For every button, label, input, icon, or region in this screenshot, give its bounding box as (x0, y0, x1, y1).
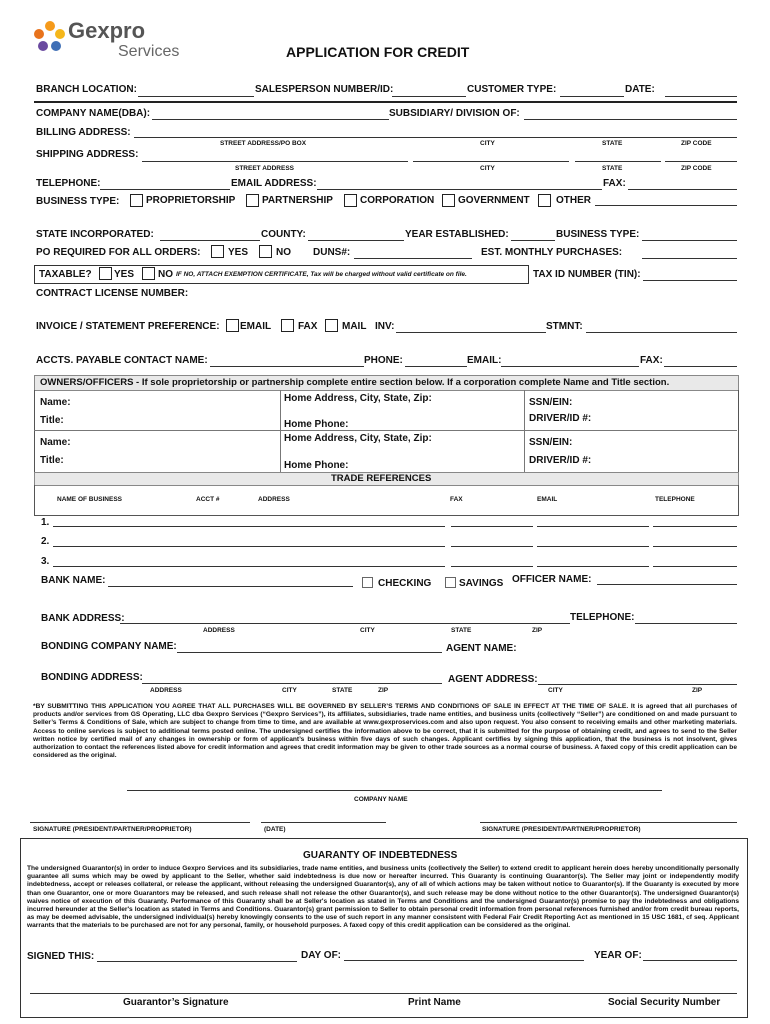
owner2-phone-label: Home Phone: (284, 460, 349, 471)
duns-field[interactable] (354, 258, 472, 259)
divider (34, 101, 737, 103)
guarantor-signature-label: Guarantor’s Signature (123, 997, 229, 1008)
shipping-state-sub: STATE (602, 165, 623, 172)
duns-label: DUNS#: (313, 247, 351, 258)
officer-name-field[interactable] (597, 584, 737, 585)
ap-contact-label: ACCTS. PAYABLE CONTACT NAME: (36, 355, 208, 366)
invoice-fax-label: FAX (298, 321, 318, 332)
bank-name-field[interactable] (108, 586, 353, 587)
business-type-label: BUSINESS TYPE: (36, 196, 120, 207)
date-label: DATE: (625, 84, 655, 95)
stmnt-label: STMNT: (546, 321, 583, 332)
year-of-label: YEAR OF: (594, 950, 642, 961)
savings-label: SAVINGS (459, 578, 504, 589)
print-name-label: Print Name (408, 997, 461, 1008)
date-sign-field[interactable] (261, 822, 386, 823)
signature-2-field[interactable] (480, 822, 737, 823)
bank-telephone-label: TELEPHONE: (570, 612, 635, 623)
state-business-type-label: BUSINESS TYPE: (556, 229, 640, 240)
tin-label: TAX ID NUMBER (TIN): (533, 269, 641, 280)
corporation-checkbox[interactable] (344, 194, 357, 207)
trade-row-2-field[interactable] (53, 546, 445, 547)
owner2-address-label: Home Address, City, State, Zip: (284, 433, 432, 444)
col-address: ADDRESS (258, 496, 290, 503)
shipping-label: SHIPPING ADDRESS: (36, 149, 139, 160)
owner1-driver-label: DRIVER/ID #: (529, 413, 592, 424)
agent-name-label: AGENT NAME: (446, 643, 517, 654)
bonding-state-sub: STATE (332, 687, 353, 694)
taxable-yes-checkbox[interactable] (99, 267, 112, 280)
owners-row-divider (34, 430, 737, 431)
tin-field[interactable] (643, 280, 737, 281)
ssn-label: Social Security Number (608, 997, 721, 1008)
bank-address-label: BANK ADDRESS: (41, 613, 125, 624)
monthly-purchases-label: EST. MONTHLY PURCHASES: (481, 247, 623, 258)
taxable-note: IF NO, ATTACH EXEMPTION CERTIFICATE, Tax will be charged without valid certificate on file. (176, 271, 467, 278)
day-of-field[interactable] (344, 960, 584, 961)
billing-label: BILLING ADDRESS: (36, 127, 131, 138)
trade-row-2-num: 2. (41, 536, 50, 547)
billing-state-sub: STATE (602, 140, 623, 147)
ap-email-field[interactable] (501, 366, 639, 367)
shipping-zip-sub: ZIP CODE (681, 165, 712, 172)
guarantor-sign-line[interactable] (30, 993, 737, 994)
po-no-checkbox[interactable] (259, 245, 272, 258)
county-field[interactable] (308, 240, 404, 241)
company-name-sub: COMPANY NAME (354, 796, 408, 803)
invoice-fax-checkbox[interactable] (281, 319, 294, 332)
county-label: COUNTY: (261, 229, 306, 240)
taxable-yes-label: YES (114, 269, 135, 280)
company-field[interactable] (152, 119, 389, 120)
bank-address-field[interactable] (120, 623, 570, 624)
bank-addr-sub: ADDRESS (203, 627, 235, 634)
shipping-state-field[interactable] (575, 161, 661, 162)
owners-header-text: OWNERS/OFFICERS - If sole proprietorship or partnership complete entire section below. If a corporation complete Name and Title section. (40, 377, 670, 388)
shipping-city-sub: CITY (480, 165, 495, 172)
taxable-no-checkbox[interactable] (142, 267, 155, 280)
state-incorporated-label: STATE INCORPORATED: (36, 229, 154, 240)
owner2-title-label: Title: (40, 455, 64, 466)
po-required-label: PO REQUIRED FOR ALL ORDERS: (36, 247, 201, 258)
invoice-email-label: EMAIL (240, 321, 272, 332)
owner1-ssn-label: SSN/EIN: (529, 397, 573, 408)
government-label: GOVERNMENT (458, 195, 530, 206)
company-label: COMPANY NAME(DBA): (36, 108, 151, 119)
partnership-checkbox[interactable] (246, 194, 259, 207)
trade-row-3-num: 3. (41, 556, 50, 567)
invoice-mail-label: MAIL (342, 321, 367, 332)
logo-sub: Services (118, 43, 180, 60)
trade-row-3-email[interactable] (537, 566, 649, 567)
email-label: EMAIL ADDRESS: (231, 178, 317, 189)
bonding-company-field[interactable] (177, 652, 442, 653)
officer-name-label: OFFICER NAME: (512, 574, 592, 585)
bonding-address-field[interactable] (142, 683, 442, 684)
owner1-address-label: Home Address, City, State, Zip: (284, 393, 432, 404)
signed-this-label: SIGNED THIS: (27, 951, 95, 962)
billing-field[interactable] (134, 137, 737, 138)
other-label: OTHER (556, 195, 591, 206)
owner2-ssn-label: SSN/EIN: (529, 437, 573, 448)
ap-email-label: EMAIL: (467, 355, 502, 366)
bank-city-sub: CITY (360, 627, 375, 634)
agent-address-label: AGENT ADDRESS: (448, 674, 538, 685)
trade-row-2-tel[interactable] (653, 546, 737, 547)
state-incorporated-field[interactable] (160, 240, 260, 241)
ap-fax-field[interactable] (664, 366, 737, 367)
trade-row-3-tel[interactable] (653, 566, 737, 567)
telephone-label: TELEPHONE: (36, 178, 101, 189)
year-established-label: YEAR ESTABLISHED: (405, 229, 509, 240)
corporation-label: CORPORATION (360, 195, 435, 206)
proprietorship-label: PROPRIETORSHIP (146, 195, 236, 206)
fax-field[interactable] (628, 189, 737, 190)
bank-state-sub: STATE (451, 627, 472, 634)
telephone-field[interactable] (100, 189, 230, 190)
stmnt-field[interactable] (586, 332, 737, 333)
email-field[interactable] (317, 189, 602, 190)
trade-row-3-fax[interactable] (451, 566, 533, 567)
day-of-label: DAY OF: (301, 950, 342, 961)
signature-1-sub: SIGNATURE (PRESIDENT/PARTNER/PROPRIETOR) (33, 826, 192, 833)
other-checkbox[interactable] (538, 194, 551, 207)
col-name-business: NAME OF BUSINESS (57, 496, 123, 503)
trade-row-3-field[interactable] (53, 566, 445, 567)
bank-telephone-field[interactable] (635, 623, 737, 624)
agent-zip-sub: ZIP (692, 687, 703, 694)
customer-type-label: CUSTOMER TYPE: (467, 84, 557, 95)
trade-header-text: TRADE REFERENCES (331, 473, 432, 484)
owner1-phone-label: Home Phone: (284, 419, 349, 430)
signature-1-field[interactable] (30, 822, 250, 823)
bank-name-label: BANK NAME: (41, 575, 106, 586)
bank-zip-sub: ZIP (532, 627, 543, 634)
trade-row-2-email[interactable] (537, 546, 649, 547)
trade-row-1-email[interactable] (537, 526, 649, 527)
salesperson-label: SALESPERSON NUMBER/ID: (255, 84, 394, 95)
year-of-field[interactable] (643, 960, 737, 961)
trade-row-2-fax[interactable] (451, 546, 533, 547)
subsidiary-field[interactable] (524, 119, 737, 120)
trade-row-1-fax[interactable] (451, 526, 533, 527)
col-email: EMAIL (537, 496, 558, 503)
agent-city-sub: CITY (548, 687, 563, 694)
owner2-name-label: Name: (40, 437, 71, 448)
inv-label: INV: (375, 321, 395, 332)
bonding-city-sub: CITY (282, 687, 297, 694)
government-checkbox[interactable] (442, 194, 455, 207)
po-yes-label: YES (228, 247, 249, 258)
monthly-purchases-field[interactable] (642, 258, 737, 259)
year-established-field[interactable] (511, 240, 555, 241)
savings-checkbox[interactable] (445, 577, 456, 588)
owner2-driver-label: DRIVER/ID #: (529, 455, 592, 466)
subsidiary-label: SUBSIDIARY/ DIVISION OF: (389, 108, 520, 119)
checking-checkbox[interactable] (362, 577, 373, 588)
shipping-city-field[interactable] (413, 161, 569, 162)
contract-license-label: CONTRACT LICENSE NUMBER: (36, 288, 189, 299)
bonding-company-label: BONDING COMPANY NAME: (41, 641, 177, 652)
owners-col-divider (524, 390, 525, 472)
ap-contact-field[interactable] (210, 366, 364, 367)
salesperson-field[interactable] (392, 96, 466, 97)
branch-field[interactable] (138, 96, 254, 97)
shipping-street-sub: STREET ADDRESS (235, 165, 294, 172)
terms-paragraph: *BY SUBMITTING THIS APPLICATION YOU AGREE THAT ALL PURCHASES WILL BE GOVERNED BY SELLER’S TERMS AND CONDITIONS OF SALE IN EFFECT AT THE TIME OF SALE. It is agreed that all purchases of products and/or services from GS Operating, LLC dba Gexpro Services (“Gexpro Services”), its affiliates, subsidiaries, trade name entities, and business units (collectively “Seller”) are conditioned on and made pursuant to Seller’s Terms & Conditions of Sale, which are subject to change from time to time, and are available at www.gexproservices.com and also upon request. You also consent to receiving emails and other marketing materials. Access to online services is subject to additional terms posted online. The undersigned certifies the information above to be correct, that it is submitted for the purpose of obtaining credit, and agrees to send to the Seller written notice by certified mail of any changes in ownership or form of applicant’s business within five days of such changes. Applicant certifies by signing this application, that the business is not insolvent, gives authorization to contact the references listed above for credit information and agrees that credit information may be given to other trade sources as a normal course of business. A faxed copy of this credit application can be considered as the original. (33, 703, 737, 760)
taxable-label: TAXABLE? (39, 269, 92, 280)
bonding-address-label: BONDING ADDRESS: (41, 672, 143, 683)
billing-zip-sub: ZIP CODE (681, 140, 712, 147)
trade-row-1-num: 1. (41, 517, 50, 528)
state-business-type-field[interactable] (642, 240, 737, 241)
taxable-no-label: NO (158, 269, 173, 280)
ap-fax-label: FAX: (640, 355, 663, 366)
page-title: APPLICATION FOR CREDIT (286, 44, 470, 60)
invoice-mail-checkbox[interactable] (325, 319, 338, 332)
trade-row-1-tel[interactable] (653, 526, 737, 527)
owner1-name-label: Name: (40, 397, 71, 408)
col-fax: FAX (450, 496, 463, 503)
bonding-zip-sub: ZIP (378, 687, 389, 694)
customer-type-field[interactable] (560, 96, 624, 97)
gexpro-logo (34, 18, 184, 64)
inv-field[interactable] (396, 332, 546, 333)
ap-phone-field[interactable] (405, 366, 467, 367)
logo-mark-icon (34, 20, 66, 52)
date-sign-sub: (DATE) (264, 826, 286, 833)
other-field[interactable] (595, 205, 737, 206)
partnership-label: PARTNERSHIP (262, 195, 333, 206)
ap-phone-label: PHONE: (364, 355, 403, 366)
logo-name: Gexpro (68, 18, 146, 43)
guaranty-paragraph: The undersigned Guarantor(s) in order to induce Gexpro Services and its subsidiaries, trade name entities, and business units (collectively the Seller) to extend credit to applicant herein does hereby unconditionally personally guarantee all sums which may be owed by applicant to the Seller, whether said indebtedness is due now or hereafter incurred. This Guaranty is continuing Guarantor(s). The Seller may joint or independently modify indebtedness, accept or releases collateral, or release the applicant, without releasing the undersigned Guarantor(s), any of all of which actions may be taken without notice to Guarantor(s). If the Guaranty is executed by more than one Guarantor, one or more Guarantors may be released, and such release shall not release the other Guarantor(s), and such release may be done without notice to the other Guarantor(s). The undersigned Guarantor(s) waives notice of execution of this Guaranty. Performance of this Guaranty shall be at Seller's location as stated in Terms and Conditions and the undersigned Guarantor(s) promise to pay the indebtedness and obligations incurred hereunder at the Seller's location as stated in Terms and Conditions. Guarantor(s) grant permission to Seller to obtain personal credit information from personal references furnished and/or from credit bureau reports, as may be deemed advisable, the undersigned individual(s) hereby knowingly consents to the use of such report in any manner consistent with Federal Fair Credit Reporting Act as mentioned in 15 USC 1681, cf seq. Applicant warrants that the materials to be purchased are not for any personal, family, or household purposes. A faxed copy of this credit application can be considered as the original. (27, 865, 739, 930)
date-field[interactable] (665, 96, 737, 97)
fax-label: FAX: (603, 178, 626, 189)
checking-label: CHECKING (378, 578, 432, 589)
agent-address-field[interactable] (538, 684, 737, 685)
bonding-addr-sub: ADDRESS (150, 687, 182, 694)
col-telephone: TELEPHONE (655, 496, 695, 503)
invoice-pref-label: INVOICE / STATEMENT PREFERENCE: (36, 321, 220, 332)
company-name-field[interactable] (127, 790, 662, 791)
proprietorship-checkbox[interactable] (130, 194, 143, 207)
signed-this-field[interactable] (97, 961, 297, 962)
guaranty-title: GUARANTY OF INDEBTEDNESS (303, 850, 458, 861)
shipping-street-field[interactable] (142, 161, 408, 162)
po-no-label: NO (276, 247, 291, 258)
branch-label: BRANCH LOCATION: (36, 84, 137, 95)
invoice-email-checkbox[interactable] (226, 319, 239, 332)
signature-2-sub: SIGNATURE (PRESIDENT/PARTNER/PROPRIETOR) (482, 826, 641, 833)
trade-row-1-field[interactable] (53, 526, 445, 527)
billing-city-sub: CITY (480, 140, 495, 147)
billing-street-sub: STREET ADDRESS/PO BOX (220, 140, 307, 147)
trade-box (34, 485, 739, 516)
po-yes-checkbox[interactable] (211, 245, 224, 258)
col-acct: ACCT # (196, 496, 220, 503)
owner1-title-label: Title: (40, 415, 64, 426)
owners-col-divider (280, 390, 281, 472)
shipping-zip-field[interactable] (665, 161, 737, 162)
